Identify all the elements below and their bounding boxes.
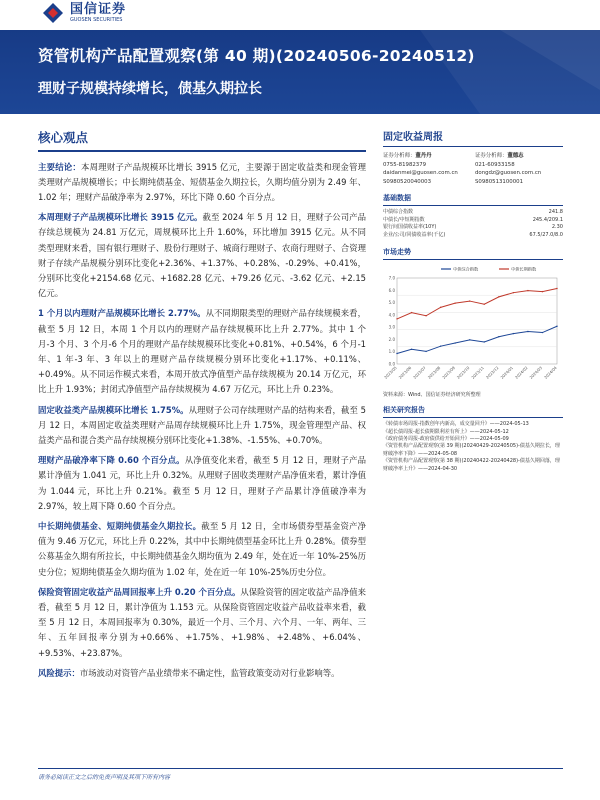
data-point <box>411 312 412 313</box>
report-title: 资管机构产品配置观察(第 40 期)(20240506-20240512) <box>38 47 475 65</box>
related-report-link[interactable]: 《超长债周报-超长债期限利差有所上》——2024-05-12 <box>383 428 509 435</box>
analyst-license: S0980513100001 <box>475 178 524 185</box>
x-tick-label: 2024/04 <box>543 365 558 381</box>
title-banner <box>0 30 600 114</box>
analyst-email[interactable]: daidanmei@guosen.com.cn <box>383 170 458 177</box>
legend-label: 中债综合指数 <box>453 266 479 272</box>
x-tick-label: 2024/03 <box>528 365 544 381</box>
banner-decoration <box>0 30 600 114</box>
paragraph-lead: 保险资管固定收益产品周回报率上升 0.20 个百分点。 <box>38 586 241 597</box>
core-views-paragraphs <box>38 160 366 682</box>
x-tick-label: 2024/01 <box>499 365 515 381</box>
data-point <box>498 336 499 337</box>
related-reports-heading: 相关研究报告 <box>383 406 425 415</box>
x-tick-label: 2024/02 <box>513 365 529 381</box>
logo-name-en: GUOSEN SECURITIES <box>70 17 123 23</box>
paragraph-lead: 风险提示： <box>38 667 80 678</box>
x-tick-label: 2023/08 <box>426 365 442 381</box>
x-tick-label: 2023/07 <box>412 365 427 381</box>
basic-data-key: 银行间国债收益率(10Y) <box>383 224 437 231</box>
basic-data-value: 241.8 <box>548 209 563 216</box>
market-trend-heading: 市场走势 <box>383 247 411 256</box>
report-subtitle: 理财子规模持续增长，债基久期拉长 <box>38 81 262 97</box>
data-point <box>454 343 455 344</box>
data-point <box>556 326 557 327</box>
data-point <box>425 315 426 316</box>
guosen-logo <box>42 0 126 26</box>
y-tick-label: 4.0 <box>388 312 395 318</box>
core-paragraph <box>38 403 366 449</box>
sidebar-divider <box>383 146 563 147</box>
sidebar <box>383 128 563 473</box>
analyst-card <box>475 152 563 186</box>
x-tick-label: 2023/06 <box>397 365 413 381</box>
paragraph-lead: 固定收益类产品规模环比增长 1.75%。 <box>38 404 189 415</box>
y-tick-label: 3.0 <box>388 324 395 330</box>
y-tick-label: 0.0 <box>388 361 395 367</box>
market-trend-chart <box>383 262 563 390</box>
paragraph-body: 从净值变化来看，截至 5 月 12 日，理财子产品累计净值为 1.041 元，环比上升 0.32%。从理财子固收类理财产品净值来看，累计净值为 1.044 元，环比上升 0.21%。截至 5 月 12 日，理财子产品累计净值破净率为 2.97%，较上周下降 0.60 个百分点。 <box>38 455 366 511</box>
x-tick-label: 2023/12 <box>484 365 500 381</box>
analyst-role: 证券分析师： <box>383 153 416 159</box>
paragraph-body: 截至 2024 年 5 月 12 日，理财子公司产品存续总规模为 24.81 万亿元，周规模环比上升 1.60%，环比增加 3915 亿元。从不同类型理财来看，国有银行理财子、股份行理财子、城商行理财子、农商行理财子、合资理财子存续产品规模分别环比变化+2.36%、+1.37%、+0.28%、-0.29%、+0.41%，分别环比变化+2154.68 亿元、+1682.28 亿元、+79.26 亿元、-3.62 亿元、+2.15 亿元。 <box>38 212 366 299</box>
data-point <box>396 353 397 354</box>
footer-disclaimer: 请务必阅读正文之后的免责声明及其项下所有内容 <box>38 774 171 781</box>
related-report-link[interactable]: 《转债市场周报-指数创年内新高，成交量回升》——2024-05-13 <box>383 421 529 428</box>
core-paragraph <box>38 666 366 681</box>
data-point <box>542 291 543 292</box>
basic-data-value: 67.5/27.0/8.0 <box>529 231 563 238</box>
analyst-license: S0980520040003 <box>383 178 432 185</box>
basic-data-key: 中债长/中短期指数 <box>383 216 425 223</box>
related-report-link[interactable]: 《资管机构产品配置观察(第 39 期)(20240429-20240505)-债基久期拉长，理财破净率下降》——2024-05-08 <box>383 443 560 457</box>
analyst-info <box>383 152 563 186</box>
basic-data-heading: 基础数据 <box>383 194 411 203</box>
data-point <box>527 290 528 291</box>
section-divider <box>38 150 366 152</box>
series-line <box>397 289 557 319</box>
basic-data-value: 2.30 <box>551 224 563 231</box>
y-tick-label: 5.0 <box>388 300 395 306</box>
basic-data-table <box>383 209 563 239</box>
series-line <box>397 327 557 354</box>
top-bar <box>0 0 600 30</box>
data-point <box>556 288 557 289</box>
y-tick-label: 6.0 <box>388 288 395 294</box>
data-point <box>411 349 412 350</box>
data-point <box>440 307 441 308</box>
core-paragraph <box>38 453 366 514</box>
basic-data-key: 中债综合指数 <box>383 209 414 216</box>
data-point <box>440 346 441 347</box>
paragraph-lead: 1 个月以内理财产品规模环比增长 2.77%。 <box>38 308 206 319</box>
footer-divider <box>38 768 563 769</box>
data-point <box>498 297 499 298</box>
paragraph-lead: 本周理财子产品规模环比增长 3915 亿元。 <box>38 212 203 223</box>
related-report-link[interactable]: 《政府债务周报-政府债供给开始回升》——2024-05-09 <box>383 435 509 442</box>
basic-data-row <box>383 209 563 217</box>
y-tick-label: 7.0 <box>388 275 395 281</box>
basic-data-row <box>383 232 563 240</box>
paragraph-lead: 理财产品破净率下降 0.60 个百分点。 <box>38 455 185 466</box>
analyst-phone: 021-60933158 <box>475 161 515 168</box>
sub-divider <box>383 205 563 206</box>
paragraph-lead: 主要结论： <box>38 161 82 172</box>
data-point <box>396 319 397 320</box>
analyst-email[interactable]: dongdz@guosen.com.cn <box>475 170 542 177</box>
related-report-link[interactable]: 《资管机构产品配置观察(第 38 期)(20240422-20240428)-债基久期回落，理财破净率上升》——2024-04-30 <box>383 458 560 472</box>
data-point <box>513 333 514 334</box>
core-paragraph <box>38 519 366 580</box>
basic-data-key: 企业/公司/同债收益率(千亿) <box>383 231 446 238</box>
sub-divider <box>383 259 563 260</box>
paragraph-lead: 中长期纯债基金、短期纯债基金久期拉长。 <box>38 520 202 531</box>
basic-data-value: 245.4/209.1 <box>532 216 563 223</box>
data-point <box>469 301 470 302</box>
market-trend-svg <box>383 262 563 390</box>
chart-source: 资料来源：Wind、国信证券经济研究所整理 <box>383 392 481 399</box>
x-tick-label: 2023/11 <box>470 365 485 381</box>
core-views-column <box>38 128 366 686</box>
guosen-logo-icon <box>42 2 64 24</box>
data-point <box>527 331 528 332</box>
legend-label: 中债长期指数 <box>511 266 537 272</box>
page-footer <box>38 768 563 781</box>
paragraph-body: 从保险资管的固定收益产品净值来看，截至 5 月 12 日，累计净值为 1.153 元。从保险资管固定收益产品收益率来看，截至 5 月 12 日，本周回报率为 0.30%，最近一个月、三个月、六个月、一年、两年、三年、五年回报率分别为+0.66%、+1.75%、+1.98%、+2.48%、+6.04%、+9.53%、+23.87%。 <box>38 586 366 658</box>
analyst-name: 董德志 <box>507 153 524 159</box>
core-views-heading: 核心观点 <box>38 130 89 145</box>
data-point <box>425 351 426 352</box>
analyst-name: 董丹丹 <box>415 153 432 159</box>
y-tick-label: 2.0 <box>388 337 395 343</box>
x-tick-label: 2023/09 <box>441 365 456 381</box>
data-point <box>484 304 485 305</box>
y-tick-label: 1.0 <box>388 349 395 355</box>
core-paragraph <box>38 210 366 301</box>
paragraph-body: 从不同期限类型的理财产品存续规模来看，截至 5 月 12 日，本周 1 个月以内的理财产品存续规模环比上升 2.77%。其中 1 个月-3 个月、3 个月-6 个月的理财产品存续规模环比变化+0.81%、+0.54%，6 个月-1 年、1 年-3 年、3 年以上的理财产品存续规模分别环比变化+1.17%、+0.11%、+0.49%。从不同运作模式来看，本周开放式净值型产品存续规模为 20.14 万亿元，环比上升 1.93%；封闭式净值型产品存续规模为 4.67 万亿元，环比上升 0.23%。 <box>38 308 366 395</box>
data-point <box>513 292 514 293</box>
core-paragraph <box>38 160 366 206</box>
paragraph-body: 本周理财子产品规模环比增长 3915 亿元，主要源于固定收益类和现金管理类理财产品规模增长；中长期纯债基金、短债基金久期拉长，久期均值分别为 2.49 年、1.02 年；理财产品破净率为 2.97%，环比下降 0.60 个百分点。 <box>38 161 367 202</box>
paragraph-body: 截至 5 月 12 日，全市场债券型基金资产净值为 9.46 万亿元，环比上升 0.22%，其中中长期纯债型基金环比上升 0.28%。债券型公募基金久期有所拉长，中长期纯债基金久期均值为 2.49 年，处在近一年 10%-25%历史分位；短期纯债基金久期均值为 1.02 年，处在近一年 10%-25%历史分位。 <box>38 520 367 577</box>
core-paragraph <box>38 585 366 661</box>
basic-data-row <box>383 224 563 232</box>
logo-name-cn: 国信证券 <box>70 2 127 17</box>
analyst-phone: 0755-81982379 <box>383 161 427 168</box>
data-point <box>542 332 543 333</box>
core-paragraph <box>38 306 366 397</box>
data-point <box>454 303 455 304</box>
x-tick-label: 2023/05 <box>383 365 398 381</box>
data-point <box>469 340 470 341</box>
x-tick-label: 2023/10 <box>455 365 471 381</box>
analyst-card <box>383 152 471 186</box>
paragraph-body: 从理财子公司存续理财产品的结构来看，截至 5 月 12 日，本周固定收益类理财产品周存续规模环比上升 1.75%，现金管理型产品、权益类产品和混合类产品存续规模分别环比变化+1.38%、-1.55%、+0.70%。 <box>38 404 366 445</box>
report-type-heading: 固定收益周报 <box>383 132 443 143</box>
data-point <box>484 342 485 343</box>
sub-divider <box>383 417 563 418</box>
paragraph-body: 市场波动对资管产品业绩带来不确定性，监管政策变动对行业影响等。 <box>79 667 340 678</box>
related-reports-list <box>383 421 563 473</box>
analyst-role: 证券分析师： <box>475 153 508 159</box>
